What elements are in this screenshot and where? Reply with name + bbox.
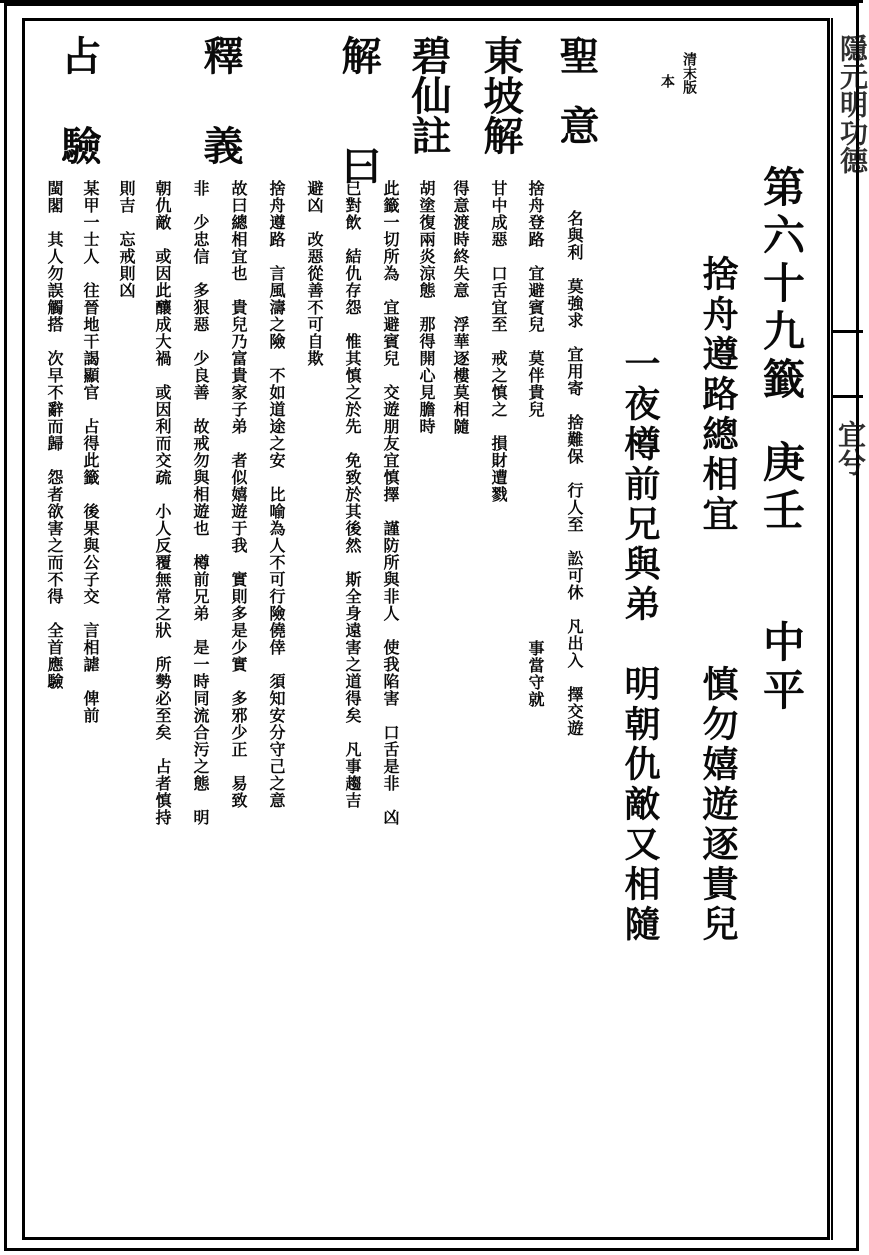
lot-title: 第六十九籤 (757, 165, 806, 405)
ganzhi-label: 庚壬 (757, 440, 806, 536)
poem-line-3: 一夜樽前兄與弟 (619, 345, 661, 625)
source-note: 清末版 (681, 52, 697, 94)
section-shi-yi: 釋義 (197, 35, 244, 215)
bixian-text-2: 胡塗復兩炎涼態 那得開心見膽時 (417, 180, 436, 435)
section-sheng-yi: 聖意 (553, 35, 600, 175)
margin-text-top: 隱元明功德 (836, 34, 869, 174)
grade-label: 中平 (757, 620, 806, 716)
shi-yi-text-4: 朝仇敵 或因此釀成大禍 或因利而交疏 小人反覆無常之狀 所勢必至矣 占者慎持 (153, 180, 172, 826)
section-bixian: 碧仙註 (405, 35, 452, 155)
sheng-yi-text-2: 事當守就 (526, 640, 545, 708)
jie-yue-text: 此籤一切所為 宜避賓兒 交遊朋友宜慎擇 謹防所與非人 使我陷害 口舌是非 凶 (381, 180, 400, 826)
margin-strip-rule (833, 330, 863, 333)
margin-text-right: 宜兮 (834, 420, 867, 476)
shi-yi-text: 捨舟遵路 言風濤之險 不如道途之安 比喻為人不可行險僥倖 須知安分守己之意 (267, 180, 286, 809)
poem-line-1: 捨舟遵路總相宜 (697, 255, 739, 535)
zhan-yan-text-2: 某甲一士人 往晉地干謁顯官 占得此籤 後果與公子交 言相謔 俾前 (81, 180, 100, 724)
poem-line-4: 明朝仇敵又相隨 (619, 665, 661, 945)
zhan-yan-text-3: 閩閣 其人勿誤觸搭 次早不辭而歸 怨者欲害之而不得 全首應驗 (45, 180, 64, 690)
dongpo-text-2: 甘中成惡 口舌宜至 戒之慎之 損財遭戮 (489, 180, 508, 503)
sheng-yi-text: 名與利 莫強求 宜用寄 捨難保 行人至 訟可休 凡出入 擇交遊 (565, 210, 584, 737)
margin-strip-rule (833, 395, 863, 398)
zhan-yan-text: 則吉 忘戒則凶 (117, 180, 136, 299)
jie-yue-text-3: 避凶 改惡從善不可自欺 (305, 180, 324, 367)
section-jie-yue: 解曰 (335, 35, 382, 255)
shi-yi-text-3: 非 少忠信 多狠惡 少良善 故戒勿與相遊也 樽前兄弟 是一時同流合污之態 明 (191, 180, 210, 826)
poem-line-2: 慎勿嬉遊逐貴兒 (697, 665, 739, 945)
dongpo-text: 捨舟登路 宜避賓兒 莫伴貴兒 (526, 180, 545, 418)
section-zhan-yan: 占驗 (55, 35, 102, 215)
section-dongpo: 東坡解 (477, 35, 524, 155)
jie-yue-text-2: 已對飲 結仇存怨 惟其慎之於先 免致於其後然 斯全身遠害之道得矣 凡事趨吉 (343, 180, 362, 809)
source-note-suffix: 本 (659, 74, 675, 88)
shi-yi-text-2: 故曰總相宜也 貴兒乃富貴家子弟 者似嬉遊于我 實則多是少實 多邪少正 易致 (229, 180, 248, 809)
bixian-text: 得意渡時終失意 浮華逐樓莫相隨 (451, 180, 470, 435)
margin-strip (831, 18, 867, 1240)
